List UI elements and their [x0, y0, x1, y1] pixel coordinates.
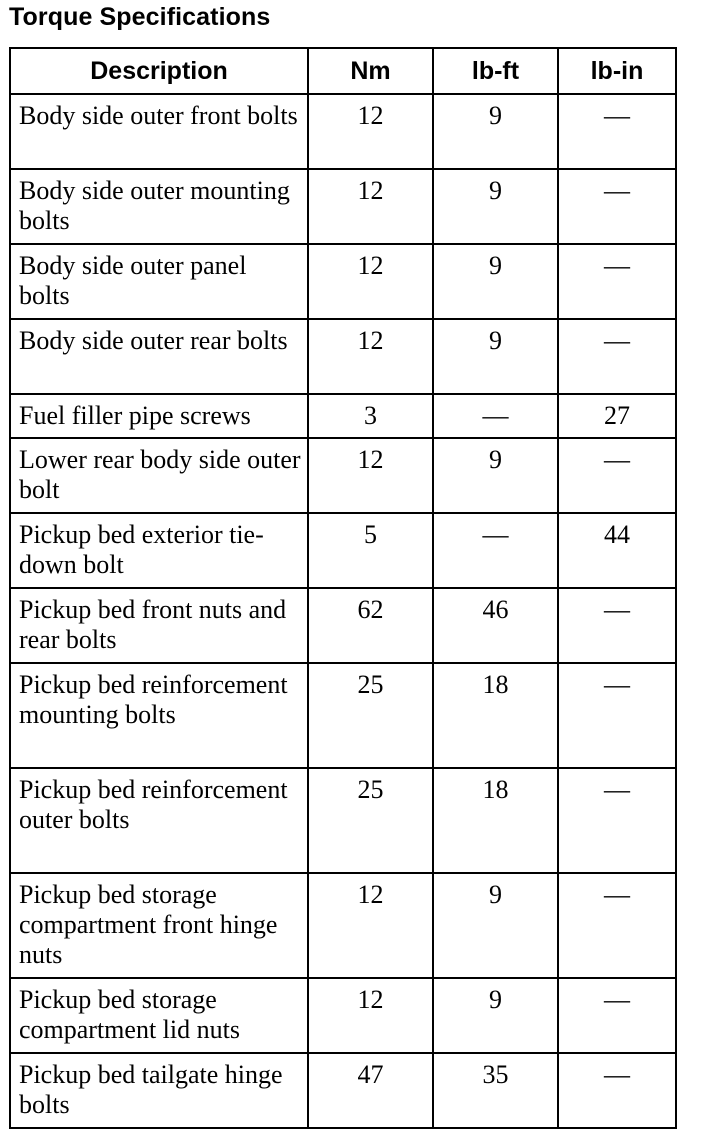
lb-in-cell: — — [558, 94, 676, 169]
description-cell: Pickup bed tailgate hinge bolts — [10, 1053, 308, 1128]
description-cell: Pickup bed reinforcement mounting bolts — [10, 663, 308, 768]
nm-cell: 25 — [308, 663, 433, 768]
lb-in-cell: 44 — [558, 513, 676, 588]
nm-cell: 12 — [308, 978, 433, 1053]
lb-in-cell: — — [558, 1053, 676, 1128]
lb-ft-cell: 9 — [433, 169, 558, 244]
lb-in-cell: — — [558, 438, 676, 513]
lb-in-cell: — — [558, 244, 676, 319]
lb-in-cell: — — [558, 768, 676, 873]
lb-in-cell: — — [558, 978, 676, 1053]
table-row — [10, 394, 676, 438]
column-header-lb-ft: lb-ft — [433, 48, 558, 94]
description-cell: Pickup bed front nuts and rear bolts — [10, 588, 308, 663]
table-row — [10, 768, 676, 873]
lb-ft-cell: 9 — [433, 94, 558, 169]
description-cell: Body side outer mounting bolts — [10, 169, 308, 244]
nm-cell: 12 — [308, 438, 433, 513]
table-row — [10, 94, 676, 169]
lb-in-cell: — — [558, 873, 676, 978]
description-cell: Body side outer panel bolts — [10, 244, 308, 319]
page-title: Torque Specifications — [9, 3, 271, 31]
nm-cell: 25 — [308, 768, 433, 873]
nm-cell: 12 — [308, 94, 433, 169]
lb-ft-cell: — — [433, 394, 558, 438]
lb-ft-cell: 9 — [433, 244, 558, 319]
torque-spec-table — [9, 47, 677, 1129]
description-cell: Pickup bed storage compartment front hinge nuts — [10, 873, 308, 978]
table-row — [10, 1053, 676, 1128]
lb-in-cell: — — [558, 663, 676, 768]
table-row — [10, 438, 676, 513]
table-row — [10, 513, 676, 588]
nm-cell: 62 — [308, 588, 433, 663]
description-cell: Pickup bed exterior tie-down bolt — [10, 513, 308, 588]
table-header-row — [10, 48, 676, 94]
lb-ft-cell: 18 — [433, 768, 558, 873]
table-row — [10, 873, 676, 978]
lb-in-cell: 27 — [558, 394, 676, 438]
lb-ft-cell: 18 — [433, 663, 558, 768]
nm-cell: 5 — [308, 513, 433, 588]
nm-cell: 12 — [308, 319, 433, 394]
table-row — [10, 244, 676, 319]
nm-cell: 47 — [308, 1053, 433, 1128]
description-cell: Body side outer rear bolts — [10, 319, 308, 394]
lb-ft-cell: 9 — [433, 873, 558, 978]
column-header-lb-in: lb-in — [558, 48, 676, 94]
table-row — [10, 588, 676, 663]
description-cell: Lower rear body side outer bolt — [10, 438, 308, 513]
description-cell: Pickup bed storage compartment lid nuts — [10, 978, 308, 1053]
lb-ft-cell: 9 — [433, 978, 558, 1053]
lb-in-cell: — — [558, 169, 676, 244]
nm-cell: 12 — [308, 244, 433, 319]
nm-cell: 12 — [308, 873, 433, 978]
description-cell: Fuel filler pipe screws — [10, 394, 308, 438]
table-row — [10, 169, 676, 244]
lb-in-cell: — — [558, 588, 676, 663]
nm-cell: 12 — [308, 169, 433, 244]
table-row — [10, 978, 676, 1053]
column-header-description: Description — [10, 48, 308, 94]
lb-ft-cell: 9 — [433, 319, 558, 394]
lb-ft-cell: 35 — [433, 1053, 558, 1128]
table-row — [10, 663, 676, 768]
description-cell: Body side outer front bolts — [10, 94, 308, 169]
lb-ft-cell: 46 — [433, 588, 558, 663]
lb-ft-cell: — — [433, 513, 558, 588]
nm-cell: 3 — [308, 394, 433, 438]
lb-in-cell: — — [558, 319, 676, 394]
table-row — [10, 319, 676, 394]
description-cell: Pickup bed reinforcement outer bolts — [10, 768, 308, 873]
column-header-nm: Nm — [308, 48, 433, 94]
lb-ft-cell: 9 — [433, 438, 558, 513]
